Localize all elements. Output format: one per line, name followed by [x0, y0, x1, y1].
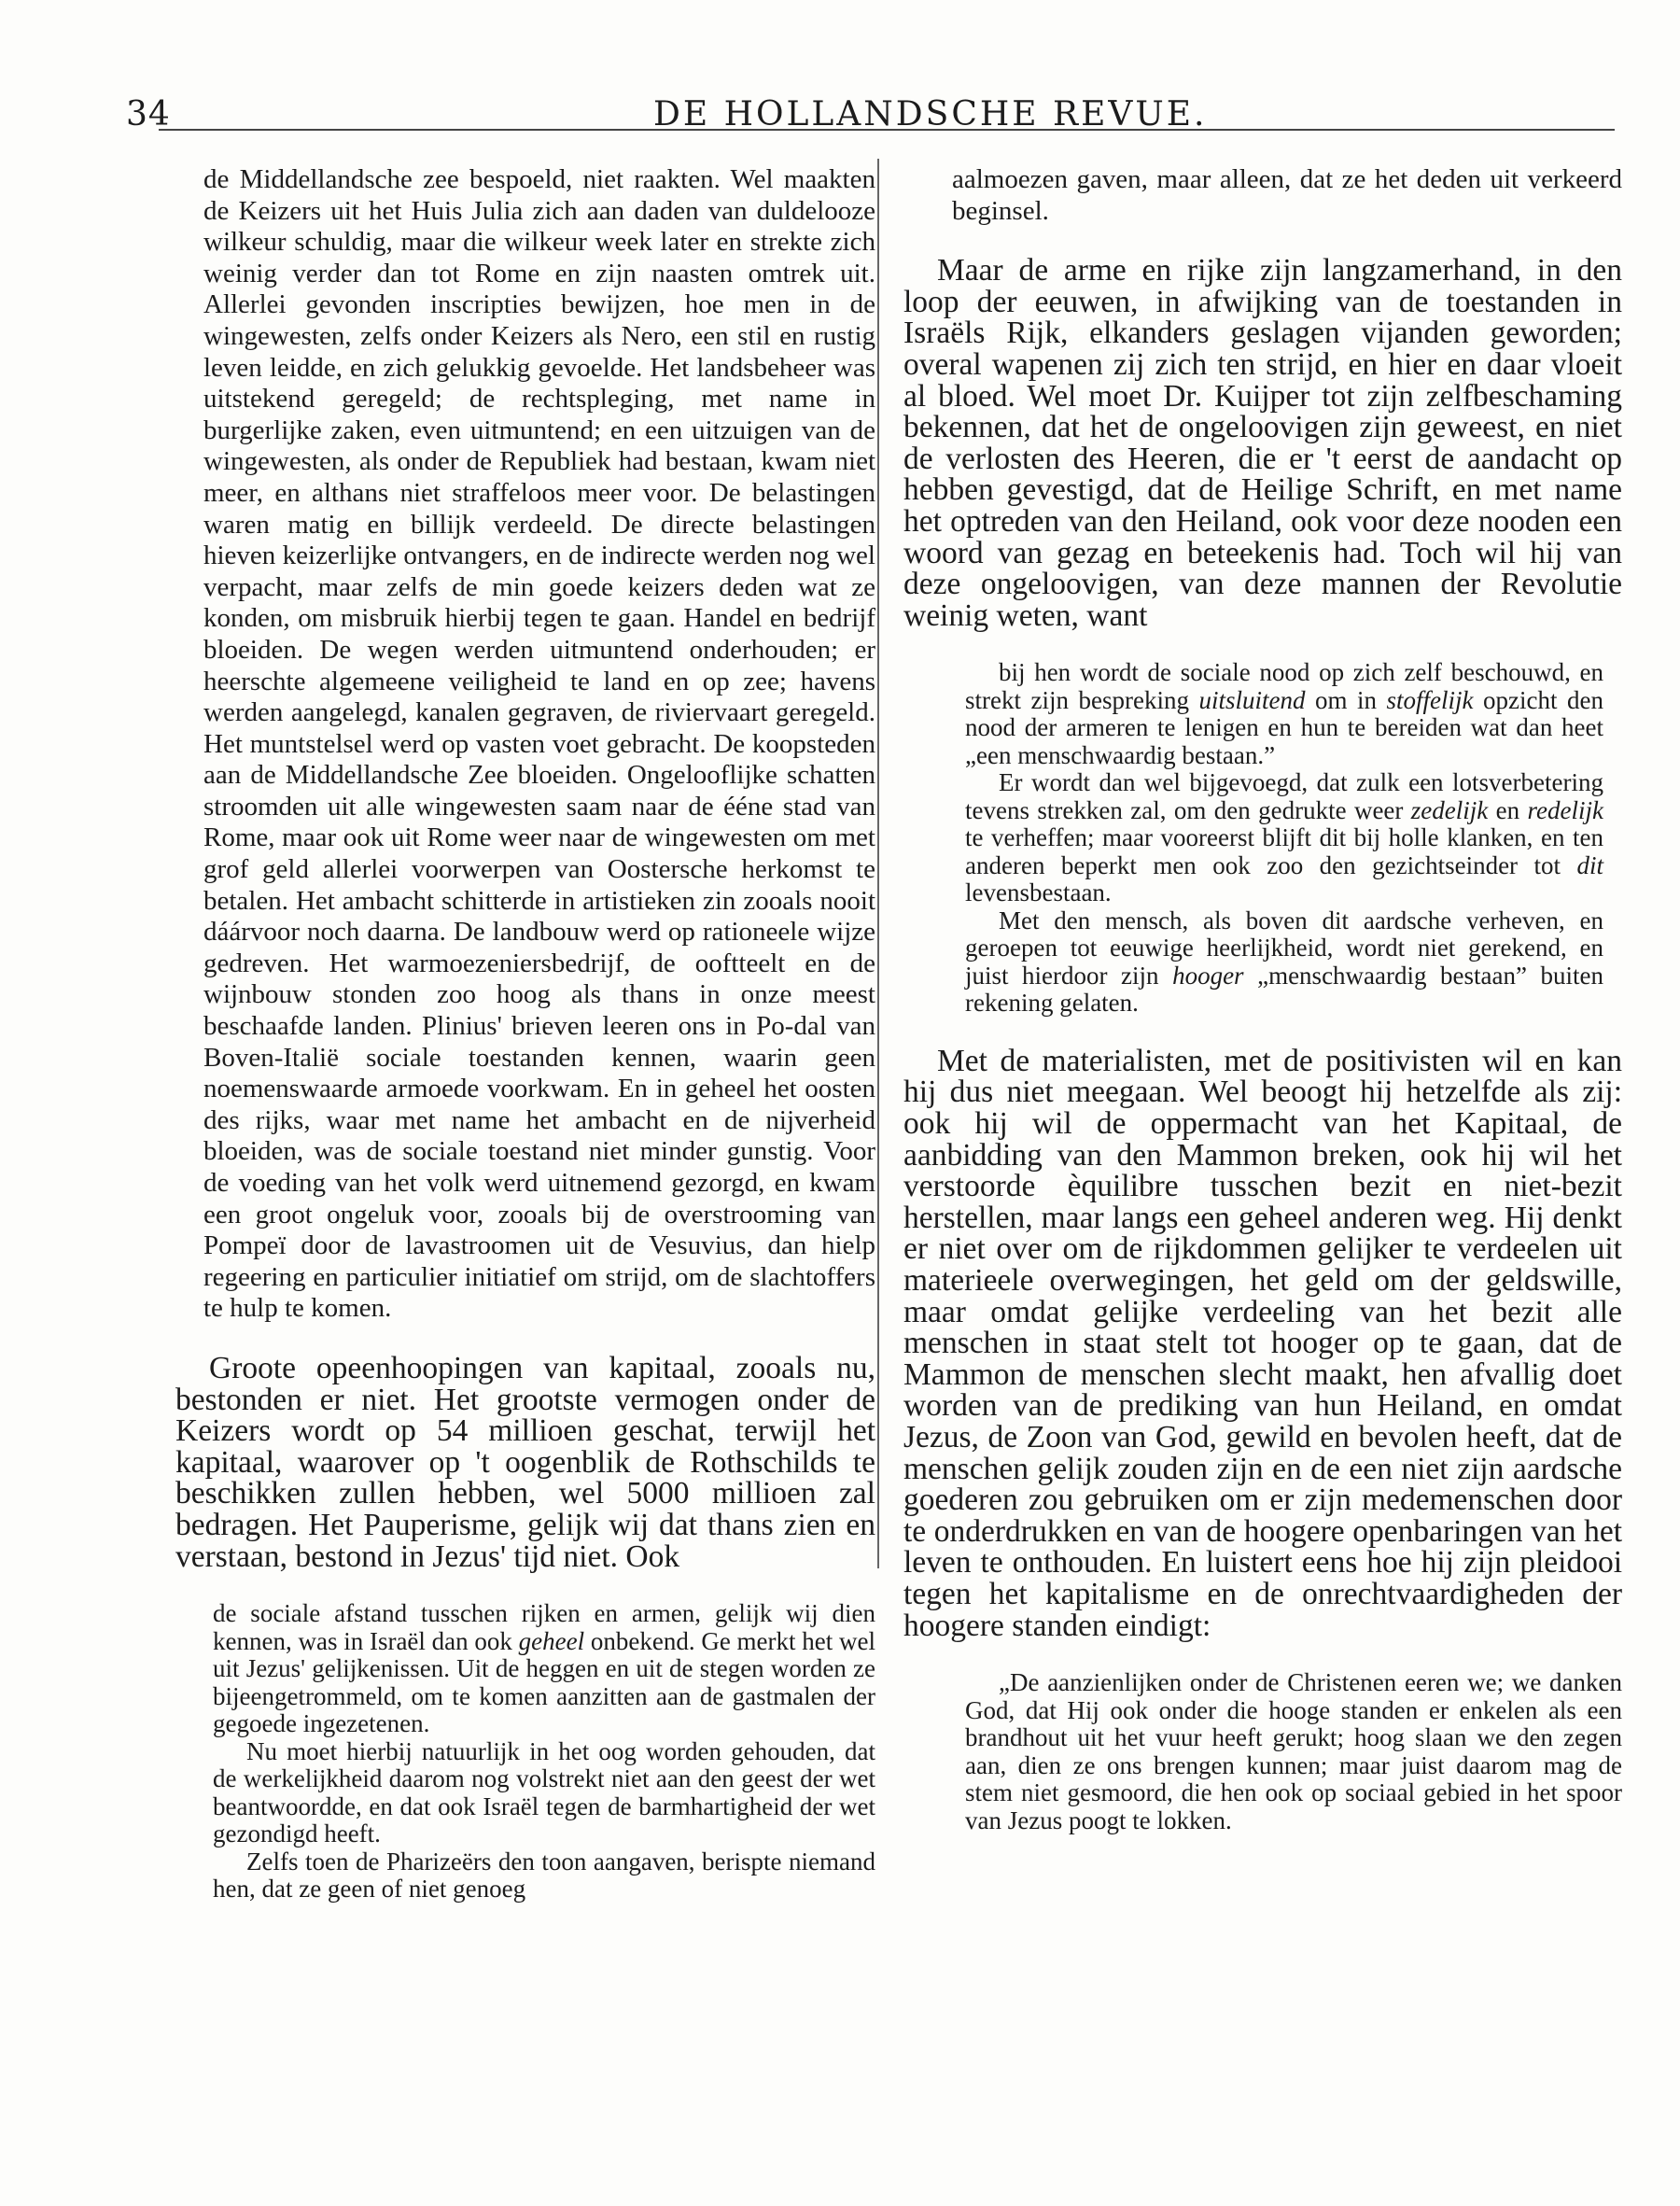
right-quote-1-emphasis-1: uitsluitend: [1198, 685, 1306, 714]
right-quote-4: „De aanzienlijken onder de Christenen eeren we; we danken God, dat Hij ook onder die hooge standen er enkelen als een brandhout uit het vuur heeft gerukt; hoog slaan we den zegen aan, dien ze ons brengen kunnen; maar juist daarom mag de stem niet gesmoord, die hen ook op sociaal gebied in het spoor van Jezus poogt te lokken.: [965, 1668, 1622, 1834]
right-paragraph-1: aalmoezen gaven, maar alleen, dat ze het deden uit verkeerd beginsel.: [952, 164, 1622, 226]
right-quote-1: [965, 659, 1603, 769]
paragraph-gap: [903, 1018, 1622, 1046]
right-quote-2-emphasis-1: zedelijk: [1410, 795, 1489, 824]
right-quotation-1: [903, 659, 1622, 1018]
right-quote-2-emphasis-3: dit: [1576, 850, 1603, 879]
right-quote-2-emphasis-2: redelijk: [1527, 795, 1603, 824]
left-quote-1: [213, 1600, 875, 1738]
left-paragraph-1: de Middellandsche zee bespoeld, niet raakten. Wel maakten de Keizers uit het Huis Julia zich aan daden van duldelooze wilkeur schuldig, maar die wilkeur week later en strekte zich weinig verder dan tot Rome en zijn naasten omtrek uit. Allerlei gevonden inscripties bewijzen, hoe men in de wingewesten, zelfs onder Keizers als Nero, een stil en rustig leven leidde, en zich gelukkig gevoelde. Het landsbeheer was uitstekend geregeld; de rechtspleging, met name in burgerlijke zaken, even uitmuntend; en een uitzuigen van de wingewesten, als onder de Republiek had bestaan, kwam niet meer, en althans niet straffeloos meer voor. De belastingen waren matig en billijk verdeeld. De directe belastingen hieven keizerlijke ontvangers, en de indirecte werden nog wel verpacht, maar zelfs de min goede keizers deden wat ze konden, om misbruik hierbij tegen te gaan. Handel en bedrijf bloeiden. De wegen werden uitmuntend onderhouden; er heerschte algemeene veiligheid te land en op zee; havens werden aangelegd, kanalen gegraven, de riviervaart geregeld. Het muntstelsel werd op vasten voet gebracht. De koopsteden aan de Middellandsche Zee bloeiden. Ongelooflijke schatten stroomden uit alle wingewesten saam naar de ééne stad van Rome, maar ook uit Rome weer naar de wingewesten om met grof geld allerlei voorwerpen van Oostersche herkomst te betalen. Het ambacht schitterde in artistieken zin zooals nooit dáárvoor noch daarna. De landbouw werd op rationeele wijze gedreven. Het warmoezeniersbedrijf, de ooftteelt en de wijnbouw stonden zoo hoog als thans in onze meest beschaafde landen. Plinius' brieven leeren ons in Po-dal van Boven-Italië sociale toestanden kennen, waarin geen noemenswaarde armoede voorkwam. En in geheel het oosten des rijks, waar met name het ambacht en de nijverheid bloeiden, was de sociale toestand niet minder gunstig. Voor de voeding van het volk werd uitnemend gezorgd, en kwam een groot ongeluk voor, zooals bij de overstrooming van Pompeï door de lavastroomen uit de Vesuvius, dan hielp regeering en particulier initiatief om strijd, om de slachtoffers te hulp te komen.: [203, 164, 875, 1324]
right-quote-1-text-c: opzicht den nood der armeren te lenigen en hun te bereiden wat dan heet „een menschwaardig bestaan.”: [965, 685, 1603, 769]
right-quote-3-text-b: „menschwaardig bestaan” buiten rekening gelaten.: [965, 961, 1603, 1018]
right-quote-3-text-a: Met den mensch, als boven dit aardsche verheven, en geroepen tot eeuwige heerlijkheid, wordt niet gerekend, en juist hierdoor zijn: [965, 906, 1603, 990]
right-paragraph-3: Met de materialisten, met de positivisten wil en kan hij dus niet meegaan. Wel beoogt hij hetzelfde als zij: ook hij wil de oppermacht van het Kapitaal, de aanbidding van den Mammon breken, ook hij wil het verstoorde èquilibre tusschen bezit en niet-bezit herstellen, maar langs een geheel anderen weg. Hij denkt er niet over om de rijkdommen gelijker te verdeelen uit materieele overwegingen, het geld om der geldswille, maar omdat gelijke verdeeling van het bezit alle menschen in staat stelt tot hooger op te gaan, dat de Mammon de menschen slecht maakt, hen afvallig doet worden van de prediking van hun Heiland, en omdat Jezus, de Zoon van God, gewild en bevolen heeft, dat de menschen gelijk zouden zijn en de een niet zijn aardsche goederen zou gebruiken om er zijn medemenschen door te onderdrukken en van de hoogere openbaringen van het leven te onthouden. En luistert eens hoe hij zijn pleidooi tegen het kapitalisme en de onrechtvaardigheden der hoogere standen eindigt:: [903, 1043, 1622, 1643]
left-quote-1-emphasis: geheel: [518, 1626, 585, 1655]
right-quote-2: [965, 769, 1603, 907]
right-quotation-2: [903, 1669, 1622, 1834]
left-quote-3: Zelfs toen de Pharizeërs den toon aangaven, berispte niemand hen, dat ze geen of niet genoeg: [213, 1847, 875, 1904]
left-quote-1-text-a: de sociale afstand tusschen rijken en armen, gelijk wij dien kennen, was in Israël dan ook: [213, 1599, 875, 1655]
right-quote-2-text-c: te verheffen; maar vooreerst blijft dit bij holle klanken, en ten anderen beperkt men ook zoo den gezichtseinder tot: [965, 823, 1603, 879]
paragraph-gap: [903, 631, 1622, 659]
right-column: [903, 164, 1622, 1834]
left-column: [175, 164, 876, 1904]
right-paragraph-2: Maar de arme en rijke zijn langzamerhand, in den loop der eeuwen, in afwijking van de toestanden in Israëls Rijk, elkanders geslagen vijanden geworden; overal wapenen zij zich ten strijd, en hier en daar vloeit al bloed. Wel moet Dr. Kuijper tot zijn zelfbeschaming bekennen, dat het de ongeloovigen zijn geweest, en niet de verlosten des Heeren, die er 't eerst de aandacht op hebben gevestigd, dat de Heilige Schrift, en met name het optreden van den Heiland, ook voor deze nooden een woord van gezag en beteekenis had. Toch wil hij van deze ongeloovigen, van deze mannen der Revolutie weinig weten, want: [903, 253, 1622, 633]
left-quotation: [203, 1600, 875, 1904]
left-quote-2: Nu moet hierbij natuurlijk in het oog worden gehouden, dat de werkelijkheid daarom nog volstrekt niet aan den geest der wet beantwoordde, en dat ook Israël tegen de barmhartigheid der wet gezondigd heeft.: [213, 1736, 875, 1848]
right-quote-3: [965, 907, 1603, 1018]
right-quote-2-text-d: levensbestaan.: [965, 878, 1112, 907]
left-quote-1-text-b: onbekend. Ge merkt het wel uit Jezus' gelijkenissen. Uit de heggen en uit de stegen worden ze bijeengetrommeld, om te komen aanzitten aan de gastmalen der gegoede ingezetenen.: [213, 1626, 876, 1738]
right-quote-2-text-a: Er wordt dan wel bijgevoegd, dat zulk een lotsverbetering tevens strekken zal, om den gedrukte weer: [965, 768, 1603, 824]
right-quote-3-emphasis: hooger: [1172, 961, 1244, 990]
left-paragraph-2: Groote opeenhoopingen van kapitaal, zooals nu, bestonden er niet. Het grootste vermogen onder de Keizers wordt op 54 millioen geschat, terwijl het kapitaal, waarover op 't oogenblik de Rothschilds te beschikken zullen hebben, wel 5000 millioen zal bedragen. Het Pauperisme, gelijk wij dat thans zien en verstaan, bestond in Jezus' tijd niet. Ook: [175, 1350, 875, 1574]
paragraph-gap: [903, 227, 1622, 255]
right-quote-2-text-b: en: [1488, 795, 1528, 824]
paragraph-gap: [203, 1572, 875, 1600]
right-quote-1-text-a: bij hen wordt de sociale nood op zich zelf beschouwd, en strekt zijn bespreking: [965, 658, 1603, 714]
right-quote-1-emphasis-2: stoffelijk: [1386, 685, 1474, 714]
column-divider: [877, 159, 879, 1568]
header-rule: [159, 129, 1615, 131]
right-quote-1-text-b: om in: [1305, 685, 1387, 714]
page-number: 34: [126, 95, 171, 133]
page-header: [126, 89, 1619, 141]
paragraph-gap: [203, 1325, 875, 1353]
paragraph-gap: [903, 1641, 1622, 1669]
running-title: DE HOLLANDSCHE REVUE.: [653, 95, 1208, 133]
